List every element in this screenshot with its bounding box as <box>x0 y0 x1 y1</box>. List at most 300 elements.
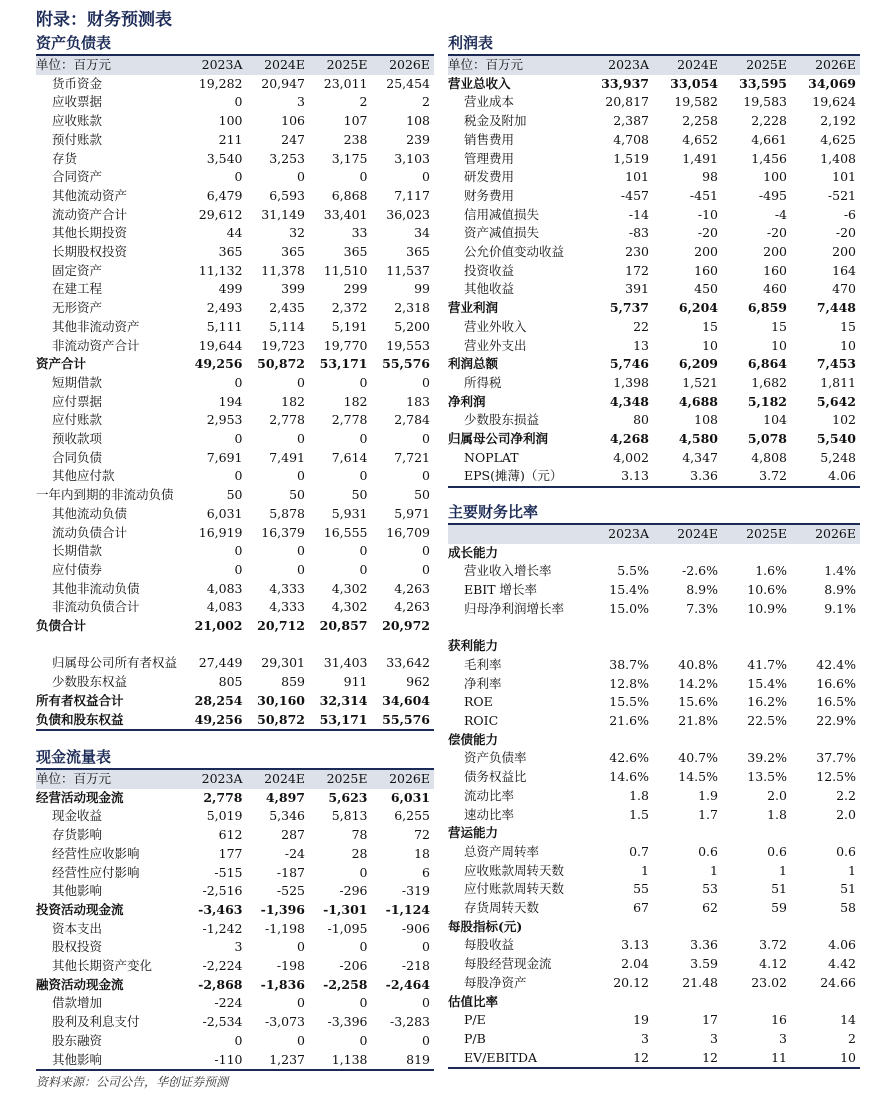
row-value <box>791 731 860 750</box>
row-value: 30,160 <box>257 692 305 708</box>
row-value: 194 <box>218 393 243 409</box>
row-value: 42.6% <box>609 750 649 766</box>
table-row <box>448 693 860 712</box>
row-value: 1 <box>710 862 718 878</box>
header-year: 2025E <box>722 525 791 544</box>
row-value: 50 <box>414 487 430 503</box>
row-value: 33 <box>351 225 368 241</box>
row-value: 106 <box>281 113 305 129</box>
table-row <box>448 262 860 281</box>
row-value: 1,521 <box>682 374 718 390</box>
row-value: 5,623 <box>328 789 368 805</box>
table-row <box>36 580 434 599</box>
table-header-row <box>448 525 860 544</box>
row-value: 0 <box>234 543 243 559</box>
row-value: 33,937 <box>601 75 649 91</box>
row-value: -1,836 <box>260 976 305 992</box>
row-value: 51 <box>771 881 787 897</box>
table-row <box>36 994 434 1013</box>
row-value: 22.5% <box>747 713 787 729</box>
row-value: 6,864 <box>747 356 787 372</box>
row-value: 172 <box>625 262 649 278</box>
row-value: 108 <box>406 113 430 129</box>
row-value: 3.72 <box>759 468 787 484</box>
header-year: 2026E <box>372 770 435 789</box>
table-row <box>36 845 434 864</box>
table-row <box>36 112 434 131</box>
row-value: 2,778 <box>331 412 368 428</box>
row-label: 货币资金 <box>52 75 103 91</box>
row-value: 0 <box>422 431 430 447</box>
ratios-title: 主要财务比率 <box>448 502 860 525</box>
table-row <box>448 675 860 694</box>
row-value: 1.4% <box>824 563 856 579</box>
row-value: 1,398 <box>613 374 649 390</box>
row-label: 营业外收入 <box>464 318 527 334</box>
row-value: 365 <box>218 244 243 260</box>
table-row <box>36 224 434 243</box>
row-label: 现金收益 <box>52 808 103 824</box>
row-value: 28 <box>351 845 368 861</box>
row-label: 债务权益比 <box>464 769 527 785</box>
row-label: 经营活动现金流 <box>36 789 124 805</box>
row-value: 0 <box>297 468 305 484</box>
row-value: 160 <box>694 262 718 278</box>
row-label: 其他长期资产变化 <box>52 958 153 974</box>
table-row <box>448 749 860 768</box>
row-value: 10.9% <box>747 600 787 616</box>
table-row <box>448 206 860 225</box>
row-value: 15.4% <box>747 675 787 691</box>
row-value: 25,454 <box>386 75 430 91</box>
row-value <box>584 993 653 1012</box>
row-value: -20 <box>766 225 787 241</box>
row-value: 0 <box>297 1032 305 1048</box>
header-unit-label: 单位：百万元 <box>448 56 584 75</box>
row-value: 0 <box>297 995 305 1011</box>
row-value <box>653 993 722 1012</box>
row-value: 23.02 <box>751 974 787 990</box>
row-label: 财务费用 <box>464 187 515 203</box>
row-value: 5,878 <box>269 505 305 521</box>
row-value: -218 <box>401 958 430 974</box>
table-row <box>36 168 434 187</box>
row-value: 55,576 <box>382 711 430 727</box>
row-value: -2,534 <box>202 1014 243 1030</box>
header-year: 2025E <box>722 56 791 75</box>
row-value: 4,580 <box>678 431 718 447</box>
row-label: 净利率 <box>464 675 502 691</box>
row-value: 6,204 <box>678 300 718 316</box>
row-value: 450 <box>694 281 718 297</box>
row-value: -2,868 <box>198 976 243 992</box>
row-value: 15.4% <box>609 582 649 598</box>
row-label: 应付债券 <box>52 561 103 577</box>
row-value: 37.7% <box>816 750 856 766</box>
row-value: -3,073 <box>264 1014 305 1030</box>
row-label: 应付账款 <box>52 412 103 428</box>
row-label: 成长能力 <box>448 544 499 560</box>
row-value: -1,301 <box>323 901 368 917</box>
row-value: 100 <box>763 169 787 185</box>
table-row <box>448 393 860 412</box>
row-value: 4.12 <box>759 956 787 972</box>
row-value: 5,931 <box>331 505 368 521</box>
table-row <box>36 355 434 374</box>
row-label: 速动比率 <box>464 806 515 822</box>
row-value: 21.6% <box>609 713 649 729</box>
row-value: 33,642 <box>386 655 430 671</box>
table-row <box>36 374 434 393</box>
table-row <box>448 467 860 486</box>
row-value: 0 <box>297 543 305 559</box>
table-row <box>448 150 860 169</box>
row-value: 10 <box>702 337 718 353</box>
row-value: -198 <box>276 958 305 974</box>
table-row <box>36 1013 434 1032</box>
table-row <box>448 993 860 1012</box>
row-label: 负债合计 <box>36 618 87 634</box>
row-label: 其他影响 <box>52 883 103 899</box>
row-value: 4,333 <box>269 599 305 615</box>
row-label: 非流动负债合计 <box>52 599 140 615</box>
row-value: 51 <box>840 881 856 897</box>
row-value: 0 <box>422 561 430 577</box>
row-value: 1,811 <box>820 374 856 390</box>
row-value: 5,642 <box>816 393 856 409</box>
row-value: 805 <box>218 674 243 690</box>
row-label: 营业成本 <box>464 94 515 110</box>
row-label: 非流动资产合计 <box>52 337 140 353</box>
table-row <box>36 1051 434 1070</box>
income-statement-title: 利润表 <box>448 33 860 56</box>
row-value: 107 <box>343 113 368 129</box>
row-value: 16 <box>771 1012 787 1028</box>
row-value: 101 <box>625 169 649 185</box>
row-value: -1,124 <box>385 901 430 917</box>
row-label: 借款增加 <box>52 995 103 1011</box>
row-value <box>791 619 860 656</box>
row-value: 0 <box>359 864 368 880</box>
row-label: 其他应付款 <box>52 468 115 484</box>
row-value: 5,813 <box>331 808 368 824</box>
row-value: 22.9% <box>816 713 856 729</box>
row-value: 5,971 <box>394 505 430 521</box>
row-value: 6,031 <box>390 789 430 805</box>
row-value: 1,519 <box>613 150 649 166</box>
row-label: 营业利润 <box>448 300 499 316</box>
row-value: 19,644 <box>198 337 243 353</box>
table-row <box>36 789 434 808</box>
row-value: 1.8 <box>767 806 787 822</box>
row-value: -1,198 <box>264 920 305 936</box>
row-label: 固定资产 <box>52 262 103 278</box>
row-value: 0 <box>422 995 430 1011</box>
row-label: 少数股东权益 <box>52 674 128 690</box>
table-row <box>36 318 434 337</box>
table-row <box>448 768 860 787</box>
row-value: 4,263 <box>394 580 430 596</box>
row-value: 78 <box>351 827 368 843</box>
row-value: 15 <box>771 318 787 334</box>
row-value: 44 <box>226 225 243 241</box>
row-value: 4,268 <box>609 431 649 447</box>
table-row <box>448 806 860 825</box>
row-label: 税金及附加 <box>464 113 527 129</box>
row-label: 营运能力 <box>448 825 499 841</box>
row-value: 80 <box>633 412 649 428</box>
row-value: 2 <box>848 1030 856 1046</box>
table-row <box>448 75 860 94</box>
cash-flow-table <box>36 770 434 1069</box>
row-value: 365 <box>406 244 430 260</box>
table-row <box>448 974 860 993</box>
row-value: 13.5% <box>747 769 787 785</box>
row-value <box>791 993 860 1012</box>
row-value: 4,897 <box>265 789 305 805</box>
table-row <box>448 112 860 131</box>
row-label: 预收款项 <box>52 431 103 447</box>
table-row <box>448 280 860 299</box>
row-value: 1 <box>779 862 787 878</box>
row-value: 19,624 <box>812 94 856 110</box>
row-value: 15 <box>702 318 718 334</box>
header-year: 2023A <box>584 525 653 544</box>
row-value: 0 <box>359 169 368 185</box>
row-value: 19,723 <box>261 337 305 353</box>
row-value <box>653 544 722 563</box>
row-value: 0 <box>359 543 368 559</box>
row-value: -3,396 <box>327 1014 368 1030</box>
row-value: 365 <box>281 244 305 260</box>
row-value: 2.2 <box>836 787 856 803</box>
row-value: 1.7 <box>698 806 718 822</box>
row-value: 2 <box>422 94 430 110</box>
row-value: 11,510 <box>323 262 368 278</box>
row-value <box>722 993 791 1012</box>
balance-sheet-table <box>36 56 434 729</box>
income-statement-table <box>448 56 860 486</box>
row-label: P/E <box>464 1012 486 1028</box>
row-value: 2,435 <box>269 300 305 316</box>
row-value: 19,282 <box>198 75 243 91</box>
row-label: 资产减值损失 <box>464 225 540 241</box>
row-value: 3 <box>641 1030 649 1046</box>
row-label: 长期借款 <box>52 543 103 559</box>
table-row <box>36 449 434 468</box>
row-value: 0 <box>359 431 368 447</box>
row-value: -2,464 <box>385 976 430 992</box>
row-value <box>653 731 722 750</box>
row-value: 10 <box>771 337 787 353</box>
row-value: -451 <box>689 187 718 203</box>
table-row <box>36 864 434 883</box>
row-value: 15.6% <box>678 694 718 710</box>
row-label: 经营性应收影响 <box>52 845 140 861</box>
row-label: 合同资产 <box>52 169 103 185</box>
row-value: 50 <box>289 487 305 503</box>
row-value: 0 <box>422 1032 430 1048</box>
row-value: -14 <box>628 206 649 222</box>
row-value: 16.5% <box>816 694 856 710</box>
row-value: 2,318 <box>394 300 430 316</box>
row-value: -1,396 <box>260 901 305 917</box>
row-value: 0 <box>297 939 305 955</box>
row-value: 2.0 <box>836 806 856 822</box>
row-value: -525 <box>276 883 305 899</box>
row-value: 4,708 <box>613 131 649 147</box>
row-label: 销售费用 <box>464 131 515 147</box>
table-row <box>448 600 860 619</box>
row-label: 净利润 <box>448 393 486 409</box>
row-value: 31,149 <box>261 206 305 222</box>
row-value: 16,919 <box>198 524 243 540</box>
row-value: -20 <box>697 225 718 241</box>
row-label: 所有者权益合计 <box>36 692 124 708</box>
row-value: 22 <box>633 318 649 334</box>
table-row <box>36 430 434 449</box>
row-value: 62 <box>702 900 718 916</box>
row-value: -3,283 <box>389 1014 430 1030</box>
row-value: -224 <box>214 995 243 1011</box>
row-label: 存货影响 <box>52 827 103 843</box>
row-value: -515 <box>214 864 243 880</box>
row-label: 在建工程 <box>52 281 103 297</box>
table-row <box>36 131 434 150</box>
table-row <box>448 337 860 356</box>
table-row <box>36 636 434 673</box>
row-value: 14 <box>840 1012 856 1028</box>
header-year: 2023A <box>184 56 247 75</box>
header-year: 2024E <box>247 56 310 75</box>
row-value: 4.06 <box>828 937 856 953</box>
row-value: 29,612 <box>198 206 243 222</box>
row-value: 7,453 <box>816 356 856 372</box>
table-row <box>36 411 434 430</box>
row-value: 99 <box>414 281 430 297</box>
row-label: 负债和股东权益 <box>36 711 124 727</box>
row-value: 1.6% <box>755 563 787 579</box>
row-value: 3.59 <box>690 956 718 972</box>
row-value <box>584 824 653 843</box>
table-row <box>448 318 860 337</box>
row-value: 7,491 <box>269 449 305 465</box>
table-row <box>448 299 860 318</box>
table-row <box>36 1032 434 1051</box>
row-value: 15 <box>840 318 856 334</box>
row-label: 每股净资产 <box>464 974 527 990</box>
row-value: 0 <box>359 995 368 1011</box>
row-value: 164 <box>832 262 856 278</box>
row-value: -110 <box>214 1051 243 1067</box>
row-value: 11 <box>771 1049 787 1065</box>
row-value: 5,078 <box>747 431 787 447</box>
row-value: 6,859 <box>747 300 787 316</box>
table-header-row <box>448 56 860 75</box>
row-label: 投资收益 <box>464 262 515 278</box>
row-value: 15.5% <box>609 694 649 710</box>
row-value: 2.04 <box>621 956 649 972</box>
row-value: -1,242 <box>202 920 243 936</box>
row-value: 72 <box>414 827 430 843</box>
row-value: 20.12 <box>613 974 649 990</box>
row-value: 32,314 <box>319 692 368 708</box>
row-label: 获利能力 <box>448 638 499 654</box>
row-label: 股权投资 <box>52 939 103 955</box>
row-value: 962 <box>406 674 430 690</box>
row-value: 4,808 <box>751 449 787 465</box>
table-row <box>36 337 434 356</box>
balance-sheet-panel <box>36 33 434 731</box>
row-value: 0 <box>297 169 305 185</box>
row-value: 2,387 <box>613 113 649 129</box>
row-value: 5,746 <box>609 356 649 372</box>
row-label: 融资活动现金流 <box>36 976 124 992</box>
row-value: 17 <box>702 1012 718 1028</box>
row-value: 3,253 <box>269 150 305 166</box>
row-value: 34,069 <box>808 75 856 91</box>
row-value: 0 <box>359 468 368 484</box>
table-row <box>36 187 434 206</box>
row-label: 资本支出 <box>52 920 103 936</box>
row-label: 应收账款 <box>52 113 103 129</box>
table-row <box>36 598 434 617</box>
row-value: 20,857 <box>319 618 368 634</box>
table-row <box>36 561 434 580</box>
row-value: -24 <box>284 845 305 861</box>
table-row <box>448 411 860 430</box>
row-value: 5,191 <box>331 318 368 334</box>
row-label: EBIT 增长率 <box>464 582 538 598</box>
row-value: -2.6% <box>682 563 718 579</box>
table-row <box>448 619 860 656</box>
row-value: 3 <box>779 1030 787 1046</box>
row-value: 13 <box>633 337 649 353</box>
row-value: -319 <box>401 883 430 899</box>
row-value: 6,031 <box>206 505 243 521</box>
source-note: 资料来源：公司公告，华创证券预测 <box>36 1075 229 1089</box>
row-value: 287 <box>281 827 305 843</box>
row-value: -521 <box>827 187 856 203</box>
table-row <box>36 711 434 730</box>
row-value: 11,378 <box>261 262 305 278</box>
table-row <box>36 542 434 561</box>
row-value: 40.7% <box>678 750 718 766</box>
row-value: 7,614 <box>331 449 368 465</box>
row-value: -457 <box>620 187 649 203</box>
table-row <box>36 673 434 692</box>
row-value: 3.36 <box>690 937 718 953</box>
row-value: 7.3% <box>686 600 718 616</box>
cash-flow-panel <box>36 747 434 1071</box>
row-value: 200 <box>694 244 718 260</box>
row-value <box>722 619 791 656</box>
row-label: ROE <box>464 694 493 710</box>
row-value: 0 <box>234 169 243 185</box>
table-row <box>36 957 434 976</box>
row-label: 长期股权投资 <box>52 244 128 260</box>
row-value: -495 <box>758 187 787 203</box>
row-value: 14.5% <box>678 769 718 785</box>
row-value: 16,555 <box>323 524 368 540</box>
row-value: 2,192 <box>820 113 856 129</box>
row-value: 1,138 <box>331 1051 368 1067</box>
row-value: 55 <box>633 881 649 897</box>
row-label: 其他流动负债 <box>52 505 128 521</box>
row-value: 1,237 <box>269 1051 305 1067</box>
row-value: 3,540 <box>206 150 243 166</box>
row-value: 1,491 <box>682 150 718 166</box>
